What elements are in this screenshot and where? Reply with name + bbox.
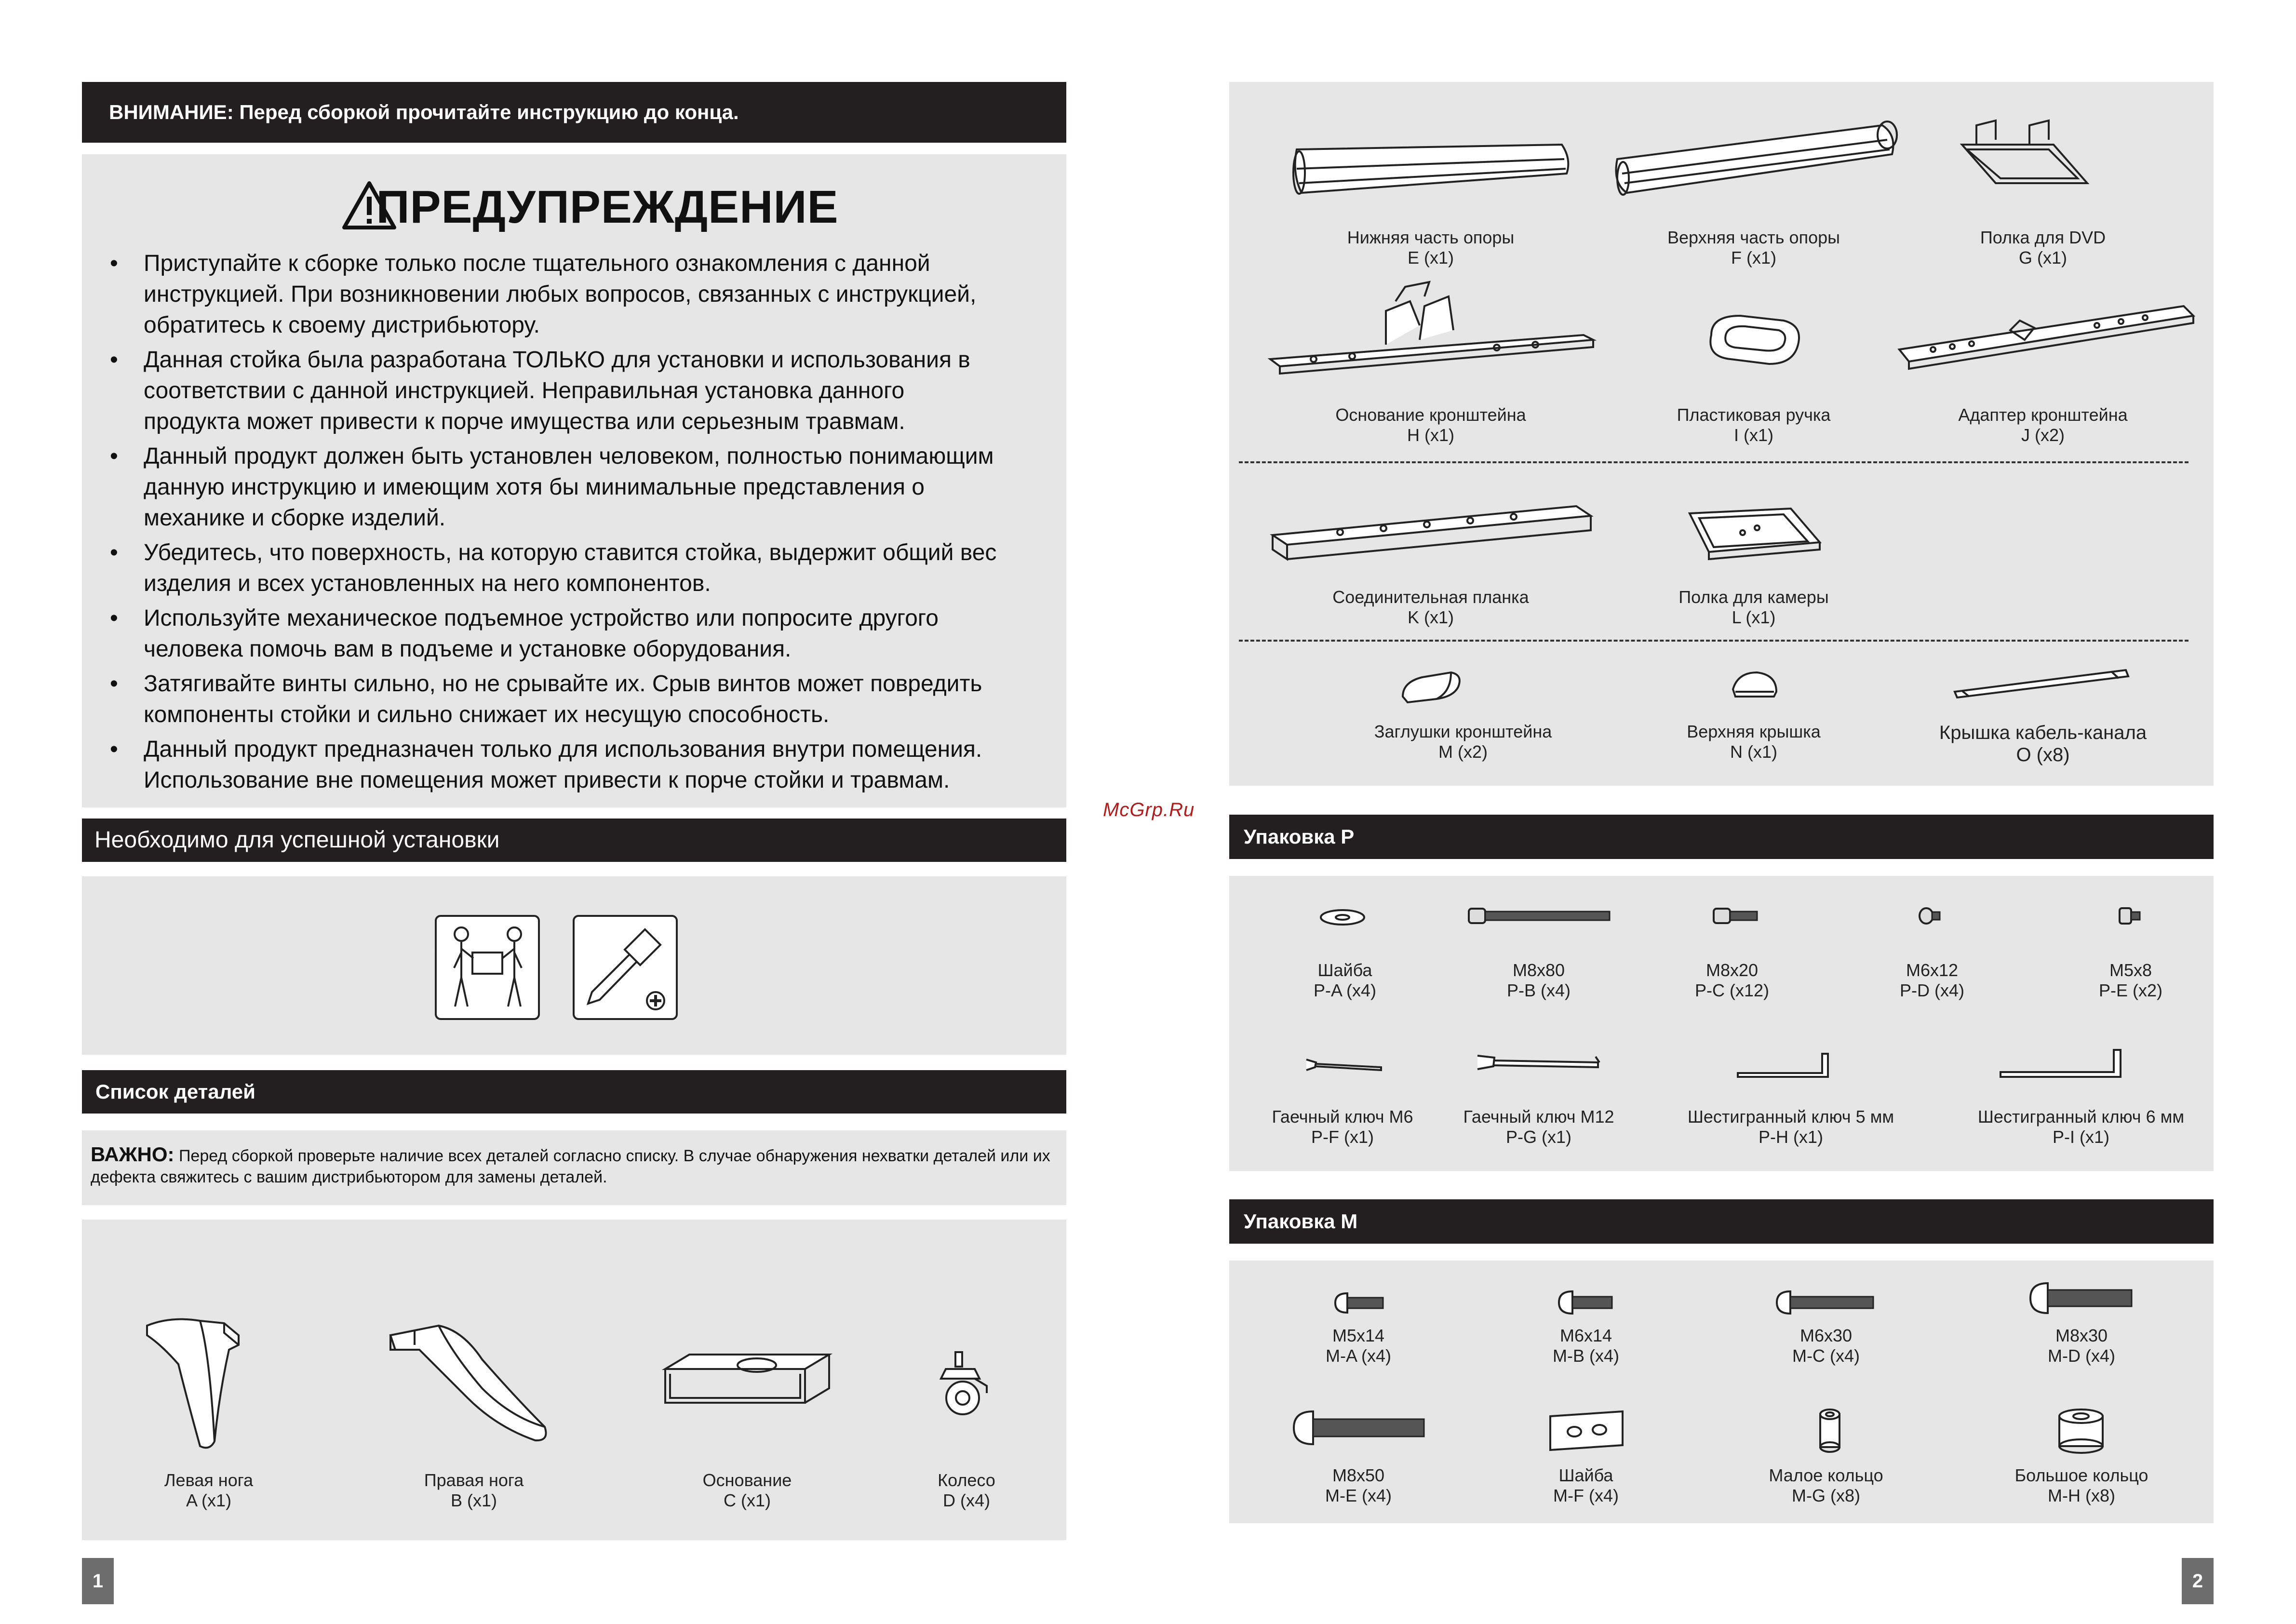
part-caption: Колесо D (x4) — [938, 1470, 995, 1510]
required-tools-panel — [82, 876, 1066, 1055]
part-caption: Правая нога B (x1) — [424, 1470, 524, 1510]
part-caption: Заглушки кронштейна M (x2) — [1374, 722, 1552, 762]
pack-p-header — [1229, 815, 2214, 859]
pack-caption: M6x14 M-B (x4) — [1553, 1326, 1619, 1366]
warning-item: • Убедитесь, что поверхность, на которую ставится стойка, выдержит общий вес изделия и всех установленных на него компонентов. — [110, 537, 1002, 599]
divider-line — [1239, 461, 2189, 463]
camera-shelf-drawing — [1680, 499, 1825, 566]
pack-caption: M8x80 P-B (x4) — [1506, 960, 1571, 1000]
screw-m8x30-drawing — [2028, 1281, 2135, 1315]
important-text: Перед сборкой проверьте наличие всех деталей согласно списку. В случае обнаружения нехватки деталей или их дефекта свяжитесь с вашим дистрибьютором для замены деталей. — [91, 1147, 1050, 1186]
warning-item: • Данная стойка была разработана ТОЛЬКО для установки и использования в соответствии с данной инструкцией. Неправильная установка данного продукта может привести к порче имущества или серьезным травмам. — [110, 345, 1002, 437]
dvd-shelf-drawing — [1957, 116, 2092, 193]
pack-caption: Шестигранный ключ 5 мм P-H (x1) — [1687, 1107, 1894, 1147]
pack-m-title: Упаковка M — [1244, 1210, 1358, 1233]
part-caption: Верхняя крышка N (x1) — [1687, 722, 1821, 762]
pack-caption: M6x30 M-C (x4) — [1792, 1326, 1860, 1366]
bolt-m8x20-drawing — [1713, 906, 1761, 926]
warning-panel — [82, 154, 1066, 807]
pack-caption: M8x20 P-C (x12) — [1694, 960, 1770, 1000]
part-caption: Верхняя часть опоры F (x1) — [1667, 228, 1840, 268]
parts-list-header — [82, 1070, 1066, 1114]
bracket-caps-drawing — [1398, 668, 1465, 706]
bolt-m8x80-drawing — [1468, 906, 1612, 926]
wheel-drawing — [936, 1350, 994, 1422]
required-title: Необходимо для успешной установки — [94, 827, 500, 853]
wrench-m6-drawing — [1302, 1056, 1383, 1075]
small-ring-drawing — [1816, 1408, 1843, 1454]
washer-drawing — [1318, 908, 1367, 927]
pack-m-header — [1229, 1199, 2214, 1244]
pack-caption: Шестигранный ключ 6 мм P-I (x1) — [1977, 1107, 2185, 1147]
screw-m6x14-drawing — [1557, 1289, 1615, 1315]
screw-m6x30-drawing — [1775, 1289, 1876, 1315]
screw-m8x50-drawing — [1292, 1409, 1427, 1446]
pack-caption: M8x30 M-D (x4) — [2048, 1326, 2115, 1366]
warning-item: • Используйте механическое подъемное устройство или попросите другого человека помочь вам в подъеме и установке оборудования. — [110, 603, 1002, 665]
required-header — [82, 819, 1066, 862]
part-caption: Полка для DVD G (x1) — [1980, 228, 2106, 268]
pack-caption: M8x50 M-E (x4) — [1325, 1465, 1392, 1505]
pack-caption: M6x12 P-D (x4) — [1900, 960, 1964, 1000]
plastic-handle-drawing — [1702, 311, 1808, 374]
warning-title: ПРЕДУПРЕЖДЕНИЕ — [376, 181, 839, 233]
important-note — [82, 1130, 1066, 1205]
part-caption: Нижняя часть опоры E (x1) — [1347, 228, 1515, 268]
part-caption: Адаптер кронштейна J (x2) — [1958, 405, 2128, 445]
upper-pole-drawing — [1612, 111, 1902, 207]
connector-plate-drawing — [1268, 497, 1596, 564]
pack-caption: Шайба P-A (x4) — [1313, 960, 1377, 1000]
warning-item: • Данный продукт должен быть установлен человеком, полностью понимающим данную инструкцию и имеющим хотя бы минимальные представления о механике и сборке изделий. — [110, 441, 1002, 534]
attention-banner — [82, 82, 1066, 143]
large-ring-drawing — [2054, 1407, 2108, 1455]
warning-list — [110, 248, 1002, 800]
part-caption: Основание C (x1) — [702, 1470, 792, 1510]
page-number-2: 2 — [2182, 1558, 2214, 1604]
pack-caption: M5x8 P-E (x2) — [2098, 960, 2163, 1000]
pack-caption: Малое кольцо M-G (x8) — [1769, 1465, 1883, 1505]
important-label: ВАЖНО: — [91, 1143, 175, 1166]
left-leg-drawing — [142, 1306, 277, 1461]
attention-label: ВНИМАНИЕ: — [109, 101, 234, 123]
pack-caption: M5x14 M-A (x4) — [1325, 1326, 1392, 1366]
warning-item: • Затягивайте винты сильно, но не срывайте их. Срыв винтов может повредить компоненты стойки и сильно снижает их несущую способность. — [110, 669, 1002, 730]
pack-caption: Шайба M-F (x4) — [1553, 1465, 1619, 1505]
parts-panel-abcd — [82, 1220, 1066, 1540]
bracket-base-drawing — [1265, 282, 1598, 388]
pack-caption: Гаечный ключ M12 P-G (x1) — [1463, 1107, 1614, 1147]
pack-caption: Большое кольцо M-H (x8) — [2014, 1465, 2148, 1505]
bolt-m5x8-drawing — [2119, 907, 2143, 925]
attention-text: Перед сборкой прочитайте инструкцию до конца. — [239, 101, 739, 123]
bracket-adapter-drawing — [1894, 301, 2203, 374]
warning-item: • Приступайте к сборке только после тщательного ознакомления с данной инструкцией. При возникновении любых вопросов, связанных с инструкцией, обратитесь к своему дистрибьютору. — [110, 248, 1002, 341]
pack-caption: Гаечный ключ M6 P-F (x1) — [1272, 1107, 1413, 1147]
part-caption: Полка для камеры L (x1) — [1678, 587, 1829, 627]
pack-p-title: Упаковка P — [1244, 825, 1355, 848]
hex-key-6mm-drawing — [1998, 1047, 2123, 1079]
watermark: McGrp.Ru — [1103, 799, 1195, 820]
wrench-m12-drawing — [1475, 1051, 1600, 1075]
washer-mf-drawing — [1545, 1407, 1627, 1453]
base-drawing — [660, 1350, 834, 1417]
screwdriver-icon — [573, 915, 678, 1020]
right-leg-drawing — [386, 1316, 559, 1451]
screw-m5x14-drawing — [1333, 1291, 1386, 1315]
hex-key-5mm-drawing — [1735, 1050, 1832, 1079]
two-person-lift-icon — [435, 915, 540, 1020]
cable-cover-drawing — [1952, 668, 2131, 701]
part-caption: Левая нога A (x1) — [164, 1470, 254, 1510]
lower-pole-drawing — [1287, 140, 1576, 207]
parts-list-title: Список деталей — [95, 1080, 255, 1103]
bolt-m6x12-drawing — [1918, 907, 1942, 925]
part-caption: Соединительная планка K (x1) — [1332, 587, 1529, 627]
part-caption: Крышка кабель-канала O (x8) — [1939, 722, 2147, 765]
divider-line — [1239, 640, 2189, 642]
top-cover-drawing — [1728, 670, 1781, 704]
warning-item: • Данный продукт предназначен только для использования внутри помещения. Использование вне помещения может привести к порче стойки и травмам. — [110, 734, 1002, 796]
part-caption: Основание кронштейна H (x1) — [1335, 405, 1526, 445]
page-number-1: 1 — [82, 1558, 114, 1604]
part-caption: Пластиковая ручка I (x1) — [1677, 405, 1831, 445]
